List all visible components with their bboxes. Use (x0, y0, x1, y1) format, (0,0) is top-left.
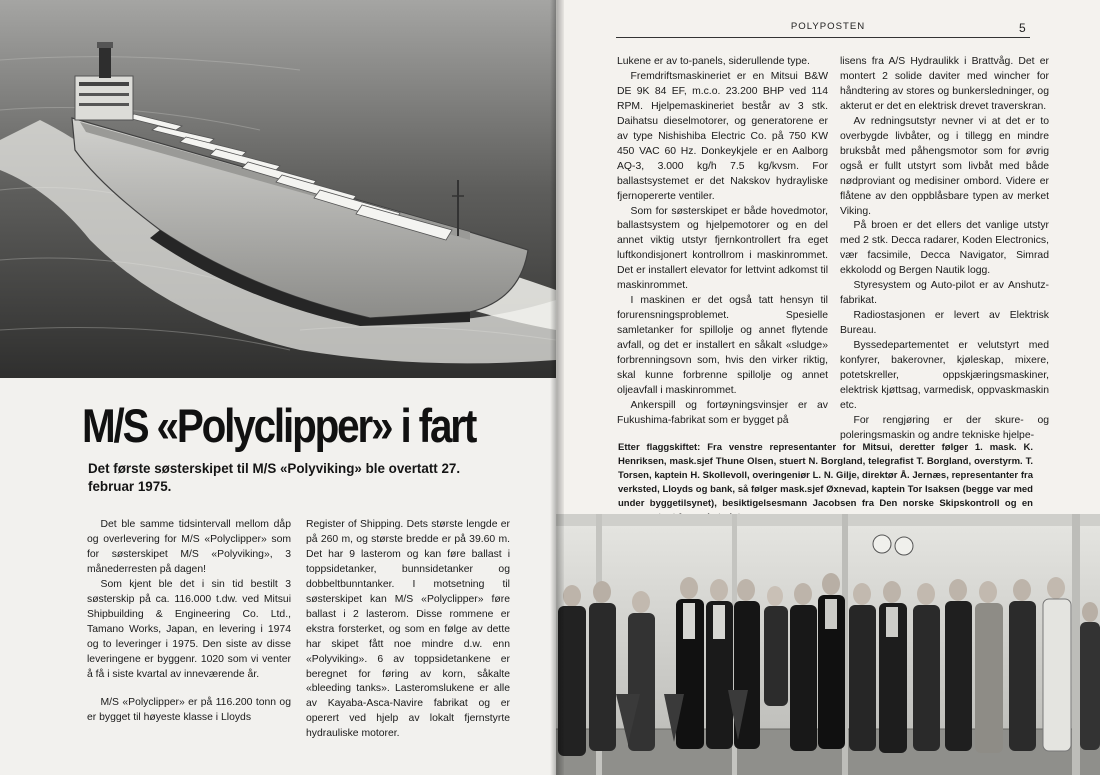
paragraph: Som for søsterskipet er både hovedmotor, ballastsystem og hjelpemotorer og en del annet viktig utstyr fjernkontrollert fra eget luftkondisjonert kontrollrom i maskinrommet. Det er installert elevator for lettvint adkomst til maskinrommet. (617, 205, 828, 292)
article-column-2 (306, 518, 510, 742)
book-spine-shadow (550, 0, 564, 775)
paragraph: Som kjent ble det i sin tid bestilt 3 søsterskip på ca. 116.000 t.dw. ved Mitsui Shipbuilding & Engineering Co. Ltd., Tamano Works, Japan, en levering i 1974 og to leveringer i 1975. Den siste av disse leveringene er byggenr. 1020 som vi venter å få i siste kvartal av inneværende år. (87, 578, 291, 680)
ship-photo (0, 0, 556, 378)
paragraph: Byssedepartementet er velutstyrt med konfyrer, bakerovner, kjøleskap, mixere, potetskreller, oppskjæringsmaskiner, elektrisk kjøttsag, varmedisk, oppvaskmaskin etc. (840, 340, 1049, 411)
group-photo (556, 514, 1100, 775)
article-headline: M/S «Polyclipper» i fart (82, 399, 476, 452)
paragraph: Lukene er av to-panels, siderullende type. (617, 56, 810, 67)
running-header: POLYPOSTEN (790, 21, 866, 32)
article-column-1 (87, 518, 291, 726)
paragraph: Ankerspill og fortøyningsvinsjer er av Fukushima-fabrikat som er bygget på (617, 399, 828, 426)
article-column-4 (840, 55, 1049, 444)
header-rule (616, 37, 1030, 38)
paragraph: For rengjøring er der skure- og poleringsmaskin og andre tekniske hjelpe- (840, 414, 1049, 441)
article-subheadline: Det første søsterskipet til M/S «Polyviking» ble overtatt 27. februar 1975. (88, 461, 461, 494)
paragraph: Register of Shipping. Dets største lengde er på 260 m, og største bredde er på 39.60 m. Det har 9 lasterom og kan føre ballast i toppsidetanker, bunnsidetanker og dobbeltbunntanker. I motsetning til søsterskipet kan M/S «Polyclipper» føre ballast i 2 lasterom. Disse rommene er ekstra forsterket, og som en følge av dette har skipet fått noe mindre d.w. enn «Polyviking». 6 av toppsidetankene er beregnet for føring av korn, såkalte «bleeding tanks». Lasteromslukene er alle av Kayaba-Asca-Navire fabrikat og er operert ved hjelp av lokalt fjernstyrte hydrauliske motorer. (306, 519, 510, 740)
paragraph: Styresystem og Auto-pilot er av Anshutz-fabrikat. (840, 280, 1049, 307)
paragraph: lisens fra A/S Hydraulikk i Brattvåg. Det er montert 2 solide daviter med wincher for håndtering av stores og bunkersledninger, og akterut er det en elektrisk drevet traverskran. (840, 56, 1049, 112)
paragraph: Av redningsutstyr nevner vi at det er to overbygde livbåter, og i tillegg en mindre bruksbåt med påhengsmotor som for øvrig også er fullt utstyrt som livbåt med både nødproviant og medisiner ombord. Videre er flåtene av den oppblåsbare typen av merket Viking. (840, 115, 1049, 217)
page-number: 5 (1019, 21, 1026, 35)
article-column-3 (617, 55, 828, 429)
paragraph: M/S «Polyclipper» er på 116.200 tonn og er bygget til høyeste klasse i Lloyds (87, 697, 291, 724)
paragraph: Fremdriftsmaskineriet er en Mitsui B&W DE 9K 84 EF, m.c.o. 23.200 BHP ved 114 RPM. Hjelpemaskineriet består av 3 stk. Daihatsu dieselmotorer, og generatorene er av type Nishishiba Electric Co. på 750 KW 450 VAC 60 Hz. Donkeykjele er en Aalborg AQ-3, 3.000 kg/h 7.5 kg/kvsm. For ballastsystemet er det Nakskov hydrayliske fjernopererte ventiler. (617, 70, 828, 202)
paragraph: Radiostasjonen er levert av Elektrisk Bureau. (840, 310, 1049, 337)
photo-caption: Etter flaggskiftet: Fra venstre representanter for Mitsui, deretter følger 1. mask. K. Henriksen, mask.sjef Thune Olsen, stuert N. Borgland, telegrafist T. Borgland, overstyrm. T. Torsen, kaptein H. Skollevoll, overingeniør L. N. Gilje, direktør Å. Jernæs, representanter fra verksted, Lloyds og bank, så følger mask.sjef Øxnevad, kaptein Tor Isaksen (begge var med under byggetilsynet), besiktigelsesmann Jacobsen fra Den norske Skipskontroll og en (618, 442, 1033, 509)
paragraph: I maskinen er det også tatt hensyn til forurensningsproblemet. Spesielle samletanker for spillolje og annet flytende avfall, og det er installert en såkalt «sludge» forbrenningsovn som, hvis den virker riktig, skal kunne forbrenne spillolje og annet oljeavfall i maskinrommet. (617, 295, 828, 396)
paragraph: Det ble samme tidsintervall mellom dåp og overlevering for M/S «Polyclipper» som for søsterskipet M/S «Polyviking», 3 månederresten på dagen! (87, 519, 291, 575)
right-page (556, 0, 1100, 775)
paragraph: På broen er det ellers det vanlige utstyr med 2 stk. Decca radarer, Koden Electronics, vær facsimile, Decca Navigator, Simrad ekkolodd og Bergen Nautik logg. (840, 220, 1049, 277)
